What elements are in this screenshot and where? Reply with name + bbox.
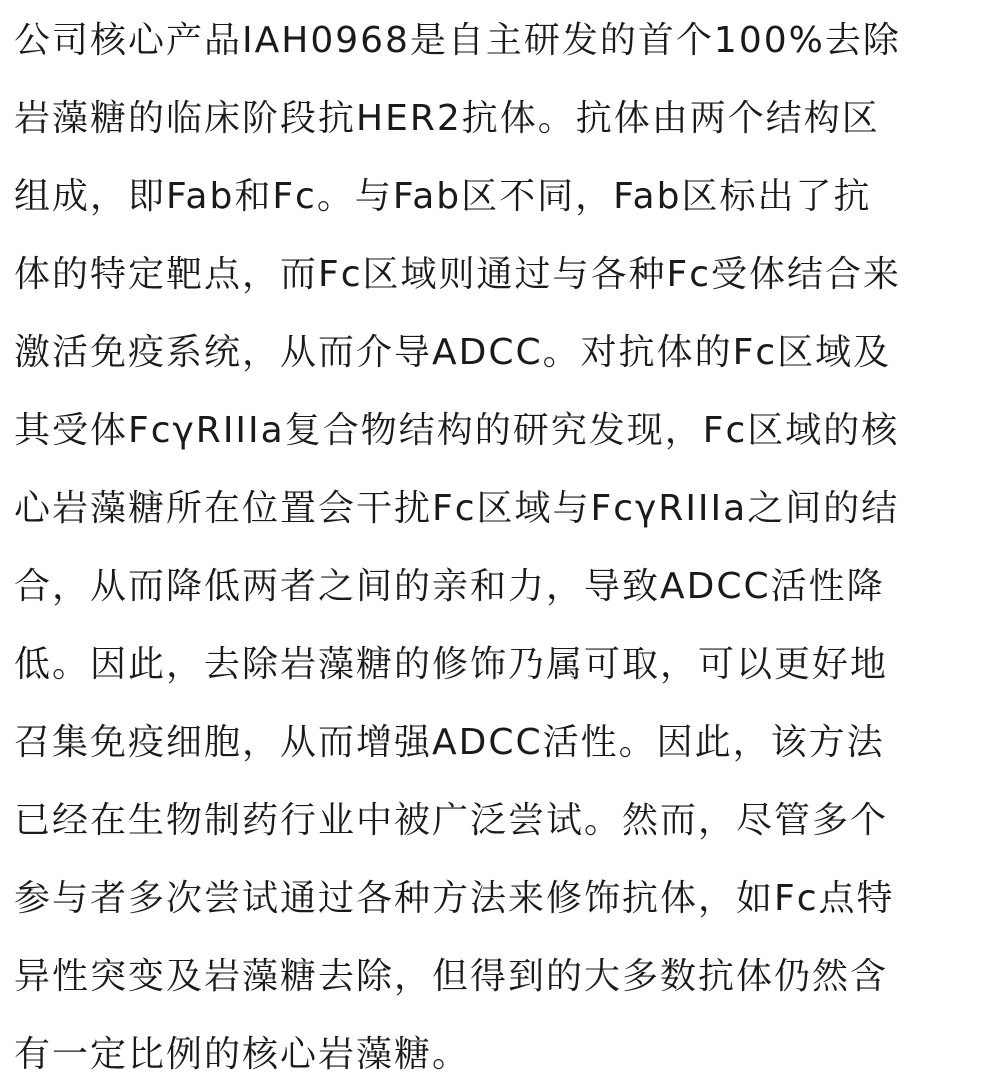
text-line: 有一定比例的核心岩藻糖。 xyxy=(14,1034,471,1072)
text-line: 异性突变及岩藻糖去除，但得到的大多数抗体仍然含 xyxy=(14,956,889,997)
text-line: 激活免疫系统，从而介导ADCC。对抗体的Fc区域及 xyxy=(14,332,892,373)
text-line: 心岩藻糖所在位置会干扰Fc区域与FcγRIIIa之间的结 xyxy=(14,488,900,529)
text-line: 公司核心产品IAH0968是自主研发的首个100%去除 xyxy=(14,20,901,61)
text-line: 召集免疫细胞，从而增强ADCC活性。因此，该方法 xyxy=(14,722,885,763)
text-line: 参与者多次尝试通过各种方法来修饰抗体，如Fc点特 xyxy=(14,878,895,919)
text-line: 已经在生物制药行业中被广泛尝试。然而，尽管多个 xyxy=(14,800,889,841)
text-line: 岩藻糖的临床阶段抗HER2抗体。抗体由两个结构区 xyxy=(14,98,880,139)
text-line: 组成，即Fab和Fc。与Fab区不同，Fab区标出了抗 xyxy=(14,176,872,217)
text-line: 体的特定靶点，而Fc区域则通过与各种Fc受体结合来 xyxy=(14,254,902,295)
text-line: 合，从而降低两者之间的亲和力，导致ADCC活性降 xyxy=(14,566,885,607)
text-line: 其受体FcγRIIIa复合物结构的研究发现，Fc区域的核 xyxy=(14,410,900,451)
article-paragraph xyxy=(14,0,968,1072)
text-line: 低。因此，去除岩藻糖的修饰乃属可取，可以更好地 xyxy=(14,644,889,685)
